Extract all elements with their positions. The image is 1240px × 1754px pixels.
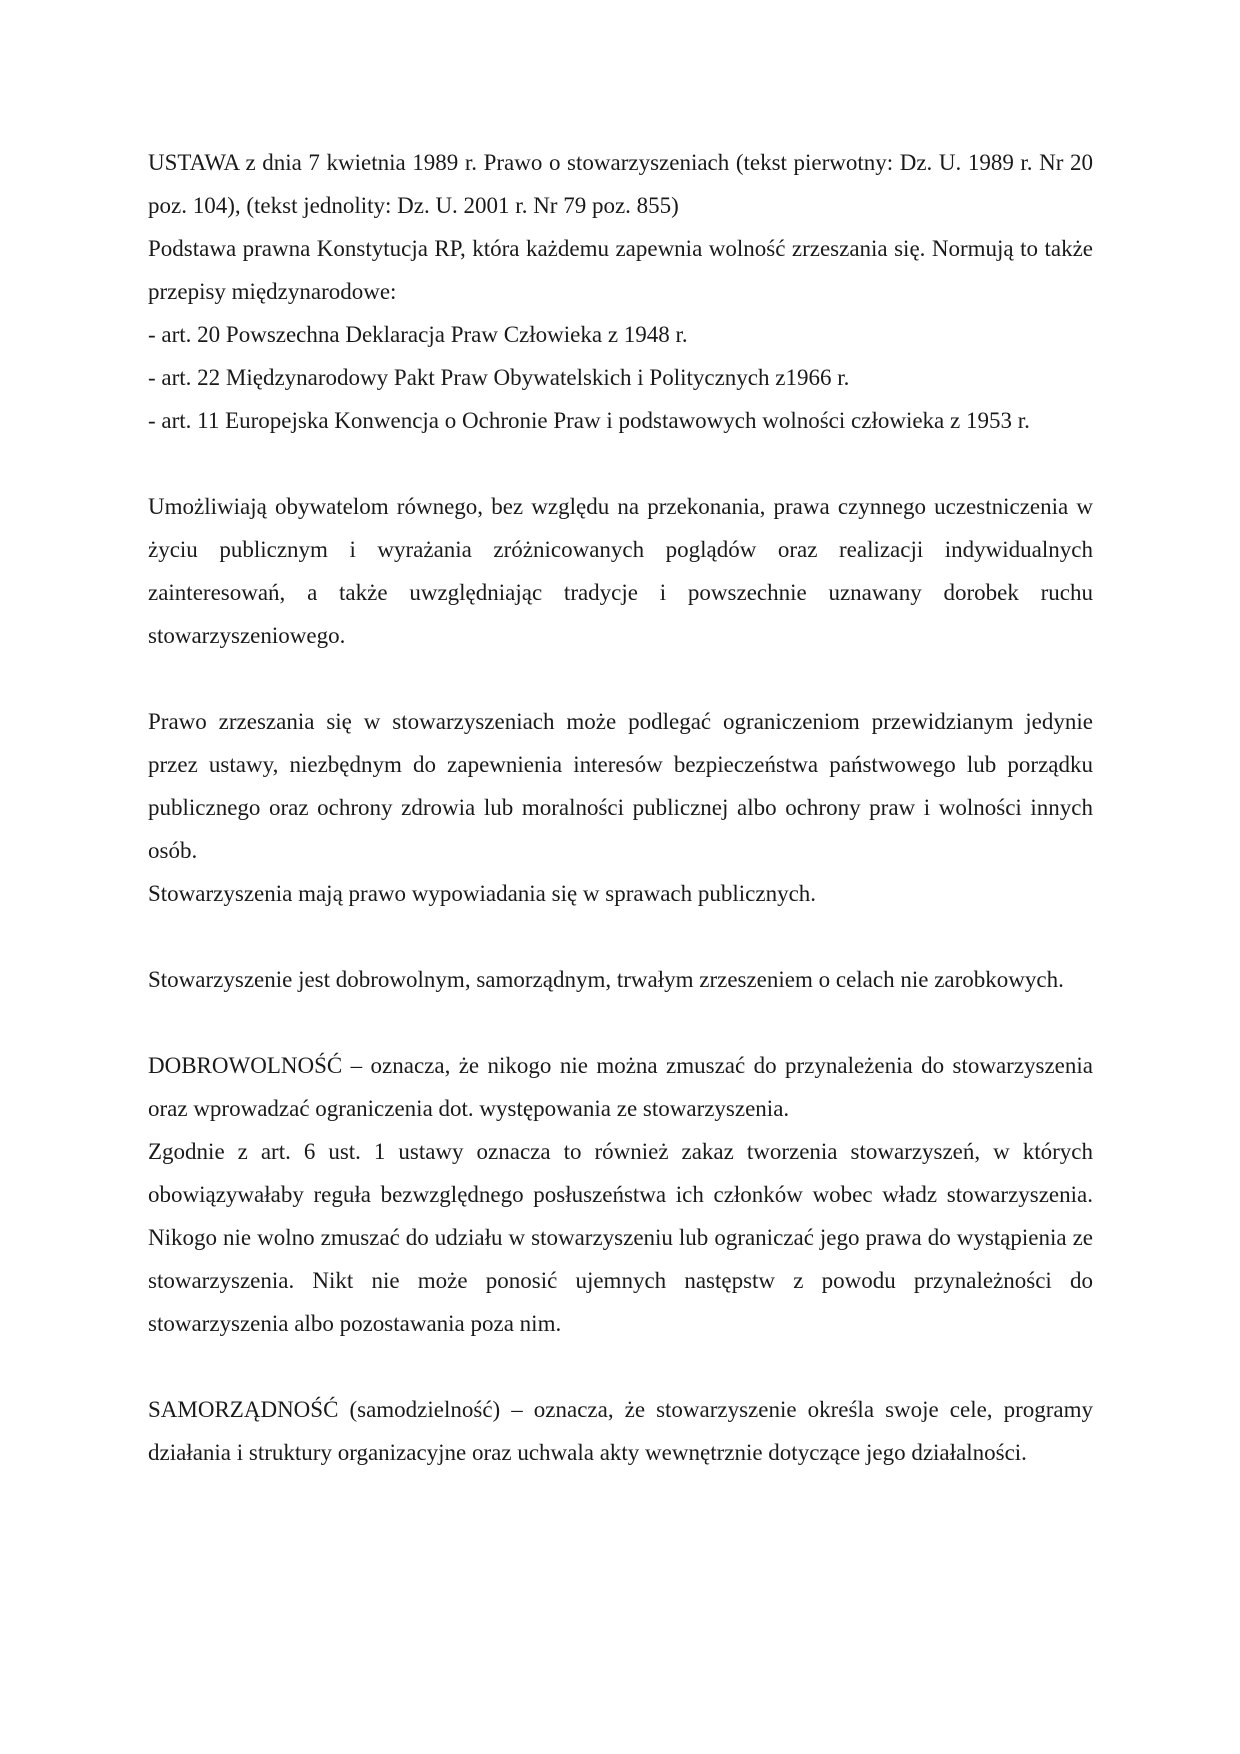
art6-paragraph: Zgodnie z art. 6 ust. 1 ustawy oznacza to również zakaz tworzenia stowarzyszeń, w których obowiązywałaby reguła bezwzględnego posłuszeństwa ich członków wobec władz stowarzyszenia. Nikogo nie wolno zmuszać do udziału w stowarzyszeniu lub ograniczać jego prawa do wystąpienia ze stowarzyszenia. Nikt nie może ponosić ujemnych następstw z powodu przynależności do stowarzyszenia albo pozostawania poza nim. [148, 1139, 1093, 1336]
public-affairs-paragraph: Stowarzyszenia mają prawo wypowiadania się w sprawach publicznych. [148, 881, 817, 906]
restrictions-paragraph: Prawo zrzeszania się w stowarzyszeniach może podlegać ograniczeniom przewidzianym jedynie przez ustawy, niezbędnym do zapewnienia interesów bezpieczeństwa państwowego lub porządku publicznego oraz ochrony zdrowia lub moralności publicznej albo ochrony praw i wolności innych osób. [148, 709, 1093, 863]
voluntary-paragraph: DOBROWOLNOŚĆ – oznacza, że nikogo nie można zmuszać do przynależenia do stowarzyszenia oraz wprowadzać ograniczenia dot. występowania ze stowarzyszenia. [148, 1053, 1093, 1121]
document-page [148, 141, 1093, 1474]
intl-list-item-2: - art. 22 Międzynarodowy Pakt Praw Obywatelskich i Politycznych z1966 r. [148, 365, 850, 390]
definition-paragraph: Stowarzyszenie jest dobrowolnym, samorządnym, trwałym zrzeszeniem o celach nie zarobkowych. [148, 967, 1064, 992]
legal-basis-paragraph: Podstawa prawna Konstytucja RP, która każdemu zapewnia wolność zrzeszania się. Normują to także przepisy międzynarodowe: [148, 236, 1093, 304]
act-title-paragraph: USTAWA z dnia 7 kwietnia 1989 r. Prawo o stowarzyszeniach (tekst pierwotny: Dz. U. 1989 r. Nr 20 poz. 104), (tekst jednolity: Dz. U. 2001 r. Nr 79 poz. 855) [148, 150, 1093, 218]
intl-list-item-3: - art. 11 Europejska Konwencja o Ochronie Praw i podstawowych wolności człowieka z 1953 r. [148, 408, 1030, 433]
self-government-paragraph: SAMORZĄDNOŚĆ (samodzielność) – oznacza, że stowarzyszenie określa swoje cele, programy działania i struktury organizacyjne oraz uchwala akty wewnętrznie dotyczące jego działalności. [148, 1397, 1093, 1465]
enable-paragraph: Umożliwiają obywatelom równego, bez względu na przekonania, prawa czynnego uczestniczenia w życiu publicznym i wyrażania zróżnicowanych poglądów oraz realizacji indywidualnych zainteresowań, a także uwzględniając tradycje i powszechnie uznawany dorobek ruchu stowarzyszeniowego. [148, 494, 1093, 648]
intl-list-item-1: - art. 20 Powszechna Deklaracja Praw Człowieka z 1948 r. [148, 322, 688, 347]
